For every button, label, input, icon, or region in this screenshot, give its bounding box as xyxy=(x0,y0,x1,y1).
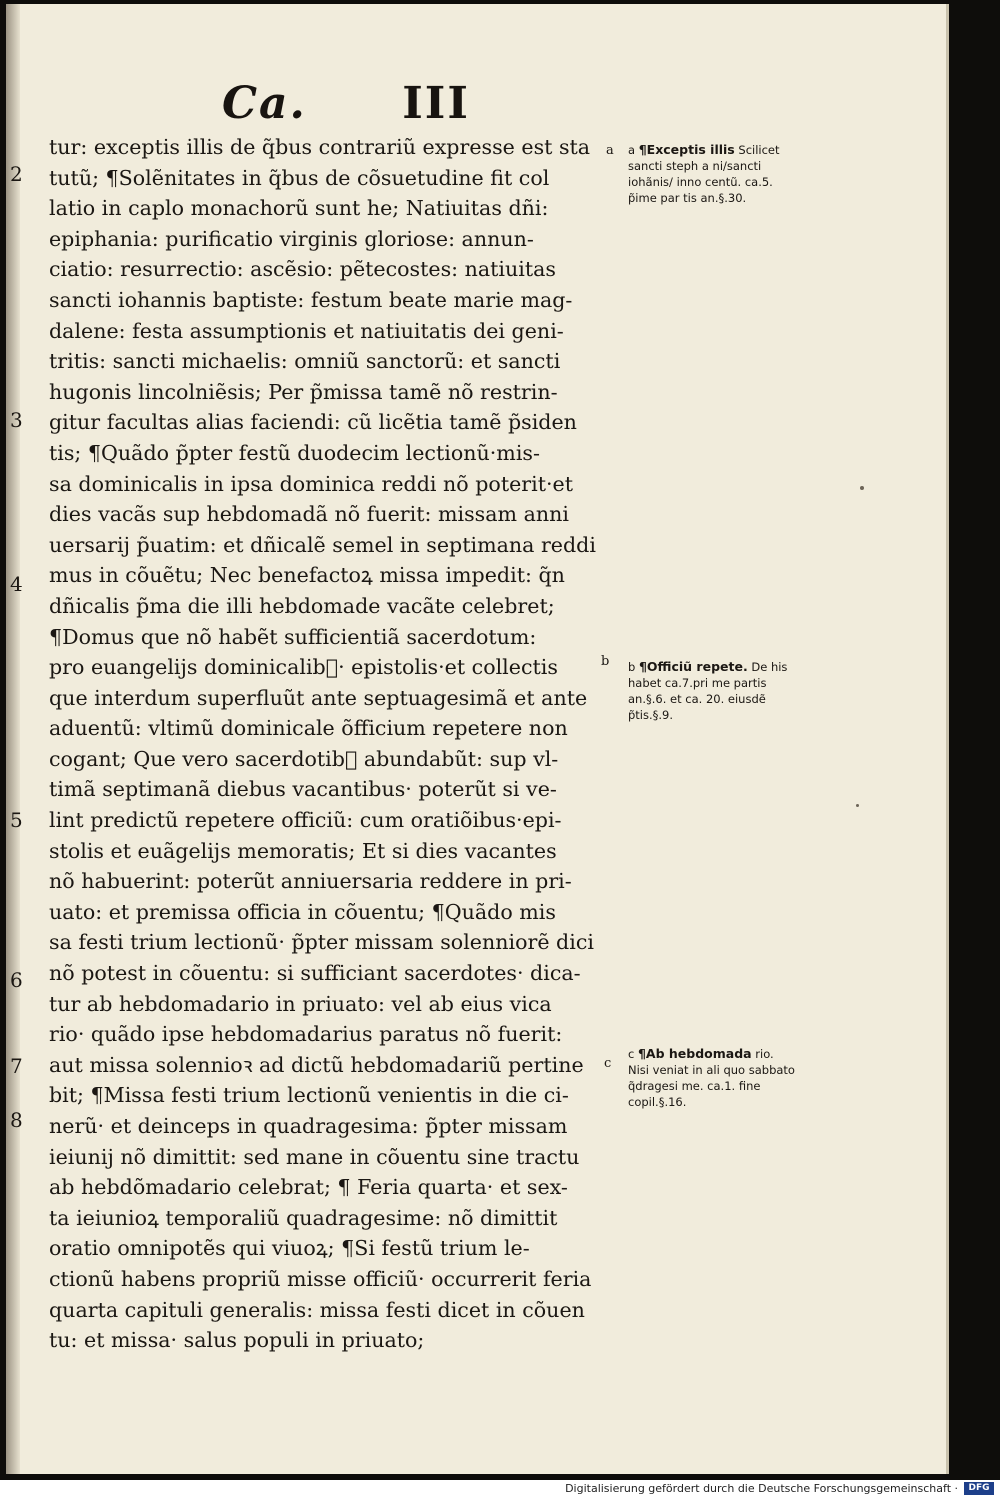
chapter-abbrev: Ca. xyxy=(222,78,307,129)
sidenote-c xyxy=(628,1046,796,1110)
note-marker-b: b xyxy=(601,654,610,669)
sidenote-text: De his habet ca.7.pri me partis an.§.6. et ca. 20. eiusdẽ p̃tis.§.9. xyxy=(628,660,788,722)
note-marker-a: a xyxy=(606,143,614,158)
note-marker-c: c xyxy=(604,1056,612,1071)
paper-spot xyxy=(856,804,859,807)
text-line: quarta capituli generalis: missa festi dicet in cõuen xyxy=(49,1297,585,1322)
text-line: tutũ; ¶Solẽnitates in q̃bus de cõsuetudine fit col xyxy=(49,165,550,190)
sidenote-lead: ¶Officiũ repete. xyxy=(638,659,748,674)
text-line: tur: exceptis illis de q̃bus contrariũ expresse est sta xyxy=(49,135,591,159)
text-line: timã septimanã diebus vacantibus· poterũt si ve- xyxy=(49,777,557,802)
text-line: dalene: festa assumptionis et natiuitatis dei geni- xyxy=(49,318,564,343)
text-line: dñicalis p̃ma die illi hebdomade vacãte celebret; xyxy=(49,593,555,618)
chapter-number: III xyxy=(402,78,470,129)
text-line: nõ potest in cõuentu: si sufficiant sacerdotes· dica- xyxy=(49,961,581,986)
text-line: lint predictũ repetere officiũ: cum oratiõibus·epi- xyxy=(49,808,562,833)
text-line: epiphania: purificatio virginis gloriose: annun- xyxy=(49,226,534,251)
text-line: dies vacãs sup hebdomadã nõ fuerit: missam anni xyxy=(49,502,569,527)
text-line: gitur facultas alias faciendi: cũ licẽtia tamẽ p̃siden xyxy=(49,410,577,435)
line-number: 7 xyxy=(10,1054,23,1078)
text-line: rio· quãdo ipse hebdomadarius paratus nõ fuerit: xyxy=(49,1022,563,1047)
text-line: sa festi trium lectionũ· p̃pter missam solenniorẽ dici xyxy=(49,930,594,955)
sidenote-b xyxy=(628,659,796,723)
sidenote-lead: ¶Ab hebdomada xyxy=(637,1046,752,1061)
body-text-column xyxy=(49,132,601,1356)
text-line: nõ habuerint: poterũt anniuersaria reddere in pri- xyxy=(49,869,572,894)
dfg-logo: DFG xyxy=(964,1482,994,1495)
text-line: ta ieiunioꝝ temporaliũ quadragesime: nõ dimittit xyxy=(49,1205,558,1230)
sidenote-text: rio. Nisi veniat in ali quo sabbato q̃dragesi me. ca.1. fine copil.§.16. xyxy=(628,1047,795,1109)
line-number: 4 xyxy=(10,572,23,596)
line-number: 8 xyxy=(10,1108,23,1132)
text-line: ciatio: resurrectio: ascẽsio: pẽtecostes: natiuitas xyxy=(49,257,556,282)
text-line: ieiunij nõ dimittit: sed mane in cõuentu sine tractu xyxy=(49,1144,580,1169)
sidenote-text: Scilicet sancti steph a ni/sancti iohãnis/ inno centũ. ca.5. p̃ime par tis an.§.30. xyxy=(628,143,780,205)
line-number: 3 xyxy=(10,408,23,432)
text-line: uersarij p̃uatim: et dñicalẽ semel in septimana reddi xyxy=(49,532,596,557)
text-line: mus in cõuẽtu; Nec benefactoꝝ missa impedit: q̃n xyxy=(49,563,565,588)
page-gutter xyxy=(6,4,20,1474)
text-line: oratio omnipotẽs qui viuoꝝ; ¶Si festũ trium le- xyxy=(49,1236,530,1261)
paper-spot xyxy=(860,486,864,490)
text-line: ¶Domus que nõ habẽt sufficientiã sacerdotum: xyxy=(49,624,537,649)
text-line: cogant; Que vero sacerdotib᷒ abundabũt: sup vl- xyxy=(49,746,559,771)
text-line: que interdum superfluũt ante septuagesimã et ante xyxy=(49,685,588,710)
running-head xyxy=(222,78,642,138)
text-line: aut missa solennioꝛ ad dictũ hebdomadariũ pertine xyxy=(49,1052,584,1077)
text-line: pro euangelijs dominicalib᷒· epistolis·et collectis xyxy=(49,655,558,680)
text-line: tritis: sancti michaelis: omniũ sanctorũ: et sancti xyxy=(49,349,561,374)
text-line: ctionũ habens propriũ misse officiũ· occurrerit feria xyxy=(49,1266,592,1291)
line-number: 6 xyxy=(10,968,23,992)
footer-credit: Digitalisierung gefördert durch die Deutsche Forschungsgemeinschaft · xyxy=(565,1482,958,1495)
sidenote-lead: ¶Exceptis illis xyxy=(638,142,735,157)
text-line: bit; ¶Missa festi trium lectionũ venientis in die ci- xyxy=(49,1083,569,1108)
text-line: tu: et missa· salus populi in priuato; xyxy=(49,1328,425,1353)
text-line: sancti iohannis baptiste: festum beate marie mag- xyxy=(49,287,573,312)
text-line: tur ab hebdomadario in priuato: vel ab eius vica xyxy=(49,991,552,1016)
text-line: nerũ· et deinceps in quadragesima: p̃pter missam xyxy=(49,1114,568,1138)
text-line: uato: et premissa officia in cõuentu; ¶Quãdo mis xyxy=(49,899,556,924)
sidenote-marker: a xyxy=(628,143,636,157)
line-number: 2 xyxy=(10,162,23,186)
sidenote-a xyxy=(628,142,796,206)
sidenote-marker: c xyxy=(628,1047,635,1061)
text-line: tis; ¶Quãdo p̃pter festũ duodecim lectionũ·mis- xyxy=(49,440,540,465)
text-line: latio in caplo monachorũ sunt he; Natiuitas dñi: xyxy=(49,196,549,221)
text-line: hugonis lincolniẽsis; Per p̃missa tamẽ nõ restrin- xyxy=(49,379,558,404)
text-line: ab hebdõmadario celebrat; ¶ Feria quarta· et sex- xyxy=(49,1175,568,1200)
text-line: sa dominicalis in ipsa dominica reddi nõ poterit·et xyxy=(49,471,573,496)
text-line: stolis et euãgelijs memoratis; Et si dies vacantes xyxy=(49,838,557,863)
text-line: aduentũ: vltimũ dominicale õfficium repetere non xyxy=(49,716,568,741)
line-number: 5 xyxy=(10,808,23,832)
sidenote-marker: b xyxy=(628,660,636,674)
